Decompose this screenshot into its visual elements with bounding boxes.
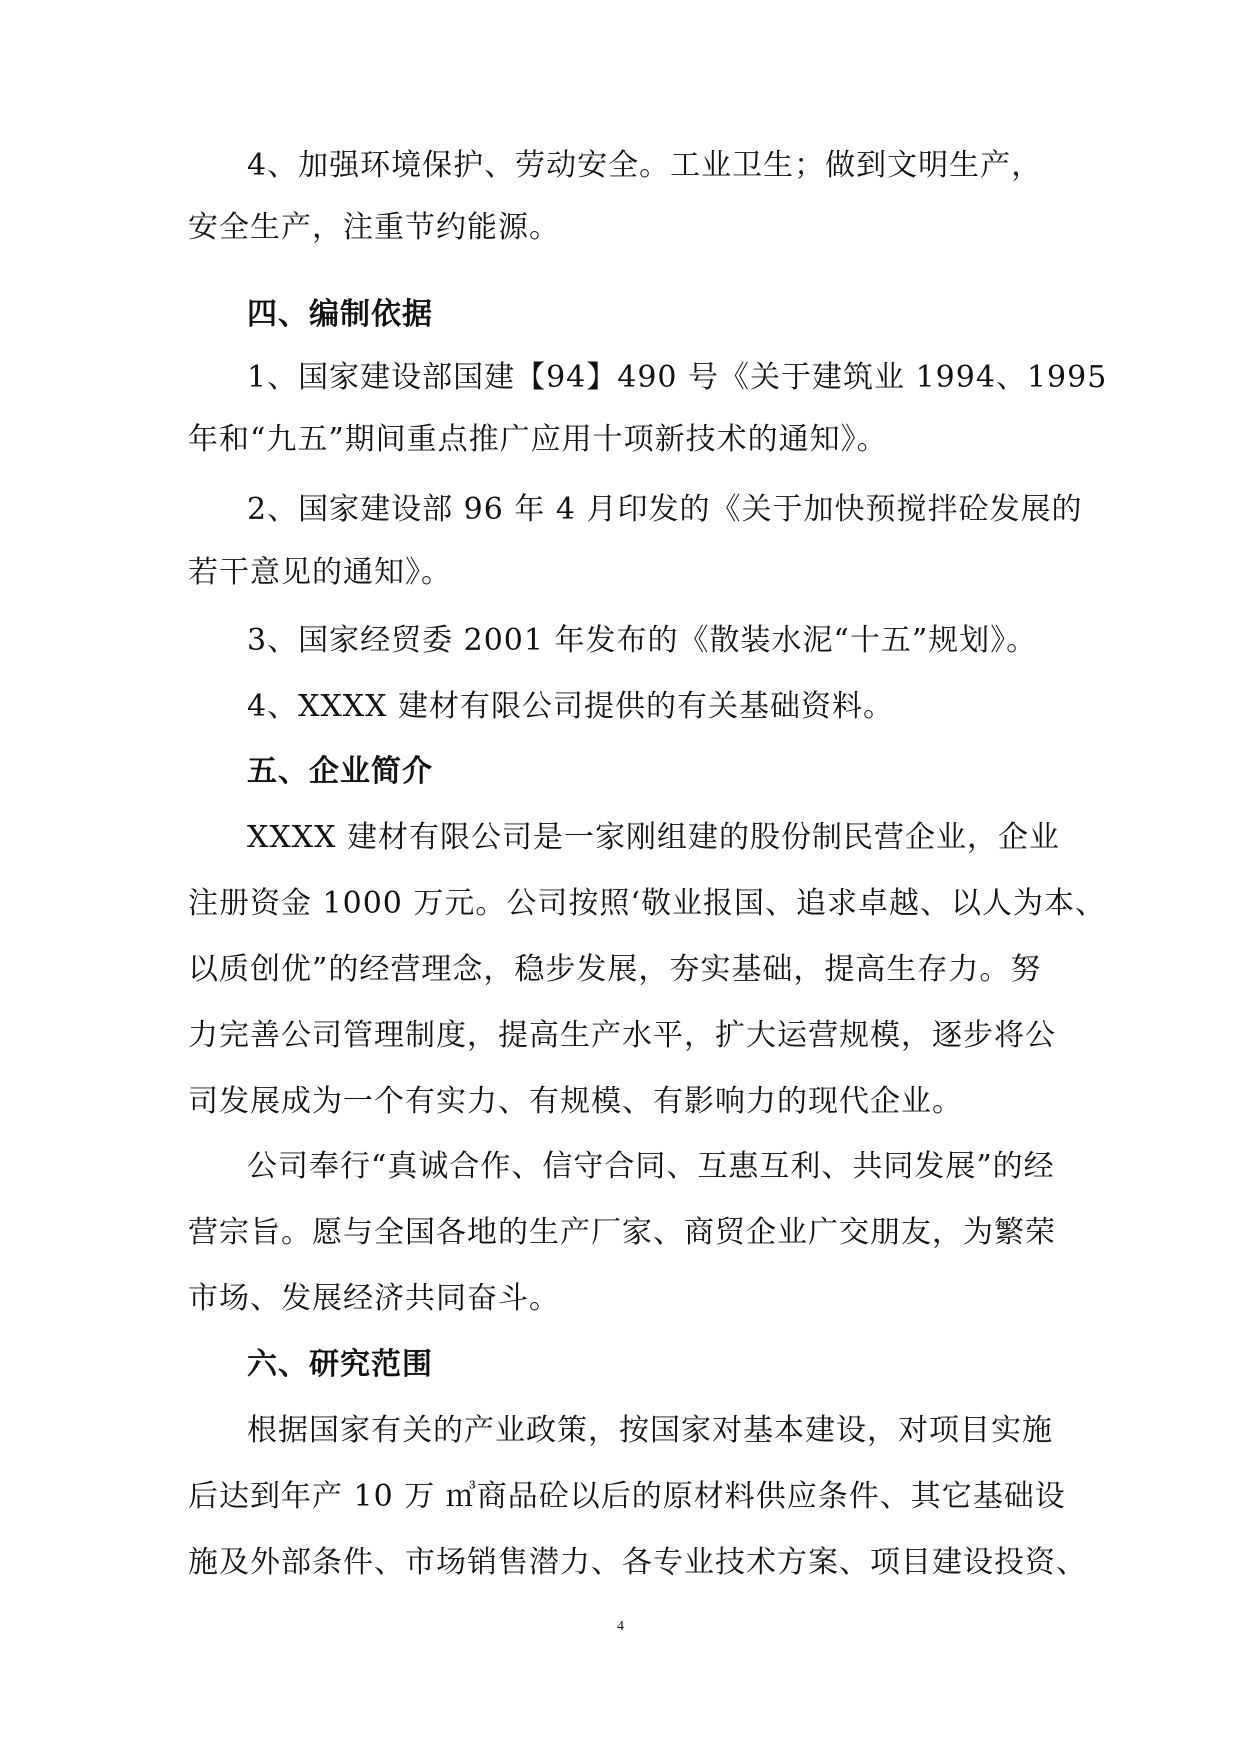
paragraph-line: 3、国家经贸委 2001 年发布的《散装水泥“十五”规划》。 — [247, 623, 1038, 658]
paragraph-line: 施及外部条件、市场销售潜力、各专业技术方案、项目建设投资、 — [188, 1545, 1087, 1580]
paragraph-line: XXXX 建材有限公司是一家刚组建的股份制民营企业，企业 — [247, 820, 1060, 855]
paragraph-line: 注册资金 1000 万元。公司按照‘敬业报国、追求卓越、以人为本、 — [188, 886, 1106, 921]
section-heading: 四、编制依据 — [247, 297, 433, 332]
paragraph-line: 公司奉行“真诚合作、信守合同、互惠互利、共同发展”的经 — [247, 1149, 1055, 1184]
paragraph-line: 4、XXXX 建材有限公司提供的有关基础资料。 — [247, 689, 895, 724]
paragraph-line: 4、加强环境保护、劳动安全。工业卫生；做到文明生产， — [247, 148, 1043, 183]
paragraph-line: 市场、发展经济共同奋斗。 — [188, 1281, 560, 1316]
paragraph-line: 若干意见的通知》。 — [188, 555, 452, 590]
paragraph-line: 营宗旨。愿与全国各地的生产厂家、商贸企业广交朋友，为繁荣 — [188, 1215, 1056, 1250]
paragraph-line: 2、国家建设部 96 年 4 月印发的《关于加快预搅拌砼发展的 — [247, 492, 1083, 527]
paragraph-line: 以质创优”的经营理念，稳步发展，夯实基础，提高生存力。努 — [188, 952, 1042, 987]
page-number: 4 — [617, 1619, 624, 1634]
paragraph-line: 根据国家有关的产业政策，按国家对基本建设，对项目实施 — [247, 1413, 1053, 1448]
paragraph-line: 安全生产，注重节约能源。 — [188, 210, 560, 245]
paragraph-line: 年和“九五”期间重点推广应用十项新技术的通知》。 — [188, 422, 888, 457]
paragraph-line: 司发展成为一个有实力、有规模、有影响力的现代企业。 — [188, 1084, 963, 1119]
section-heading: 五、企业简介 — [247, 754, 433, 789]
paragraph-line: 1、国家建设部国建【94】490 号《关于建筑业 1994、1995 — [247, 360, 1108, 395]
section-heading: 六、研究范围 — [247, 1347, 433, 1382]
paragraph-line: 后达到年产 10 万 ㎥商品砼以后的原材料供应条件、其它基础设 — [188, 1479, 1066, 1514]
paragraph-line: 力完善公司管理制度，提高生产水平，扩大运营规模，逐步将公 — [188, 1018, 1056, 1053]
